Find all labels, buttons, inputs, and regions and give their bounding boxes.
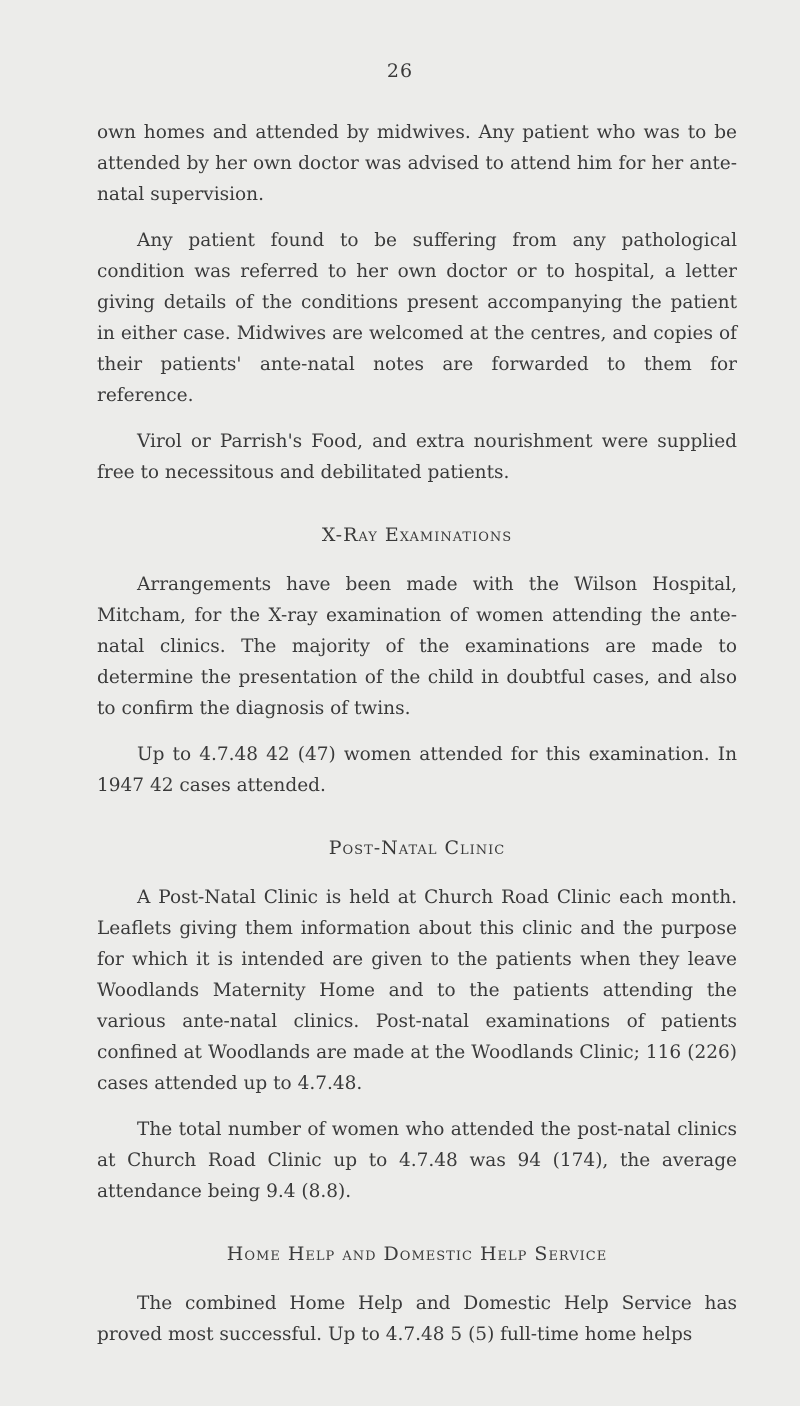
paragraph-pathological: Any patient found to be suffering from any pathological condition was referred to her own doctor or to hospital, a letter giving details of the conditions present accompanying the patient in either case. Midwives are welcomed at the centres, and copies of their patients' ante-natal notes are forwarded to them for reference. (97, 230, 737, 406)
section-heading-home-help: Home Help and Domestic Help Service (226, 1243, 608, 1265)
paragraph-home-help: The combined Home Help and Domestic Help Service has proved most successful. Up to 4.7.48 5 (5) full-time home helps (97, 1293, 737, 1345)
paragraph-xray-arrangements: Arrangements have been made with the Wilson Hospital, Mitcham, for the X-ray examination of women attending the ante-natal clinics. The majority of the examinations are made to determine the presentation of the child in doubtful cases, and also to confirm the diagnosis of twins. (97, 574, 737, 719)
section-heading-xray: X-Ray Examinations (321, 524, 513, 546)
section-heading-postnatal: Post-Natal Clinic (328, 837, 506, 859)
paragraph-postnatal-clinic: A Post-Natal Clinic is held at Church Road Clinic each month. Leaflets giving them information about this clinic and the purpose for which it is intended are given to the patients when they leave Woodlands Maternity Home and to the patients attending the various ante-natal clinics. Post-natal examinations of patients confined at Woodlands are made at the Woodlands Clinic; 116 (226) cases attended up to 4.7.48. (97, 887, 737, 1094)
body-text (97, 117, 737, 1365)
page-number: 26 (386, 60, 414, 82)
paragraph-continued: own homes and attended by midwives. Any patient who was to be attended by her own doctor was advised to attend him for her ante-natal supervision. (97, 122, 737, 205)
paragraph-postnatal-totals: The total number of women who attended the post-natal clinics at Church Road Clinic up to 4.7.48 was 94 (174), the average attendance being 9.4 (8.8). (97, 1119, 737, 1202)
paragraph-xray-attendance: Up to 4.7.48 42 (47) women attended for this examination. In 1947 42 cases attended. (97, 744, 737, 796)
paragraph-nourishment: Virol or Parrish's Food, and extra nourishment were supplied free to necessitous and debilitated patients. (97, 431, 737, 483)
